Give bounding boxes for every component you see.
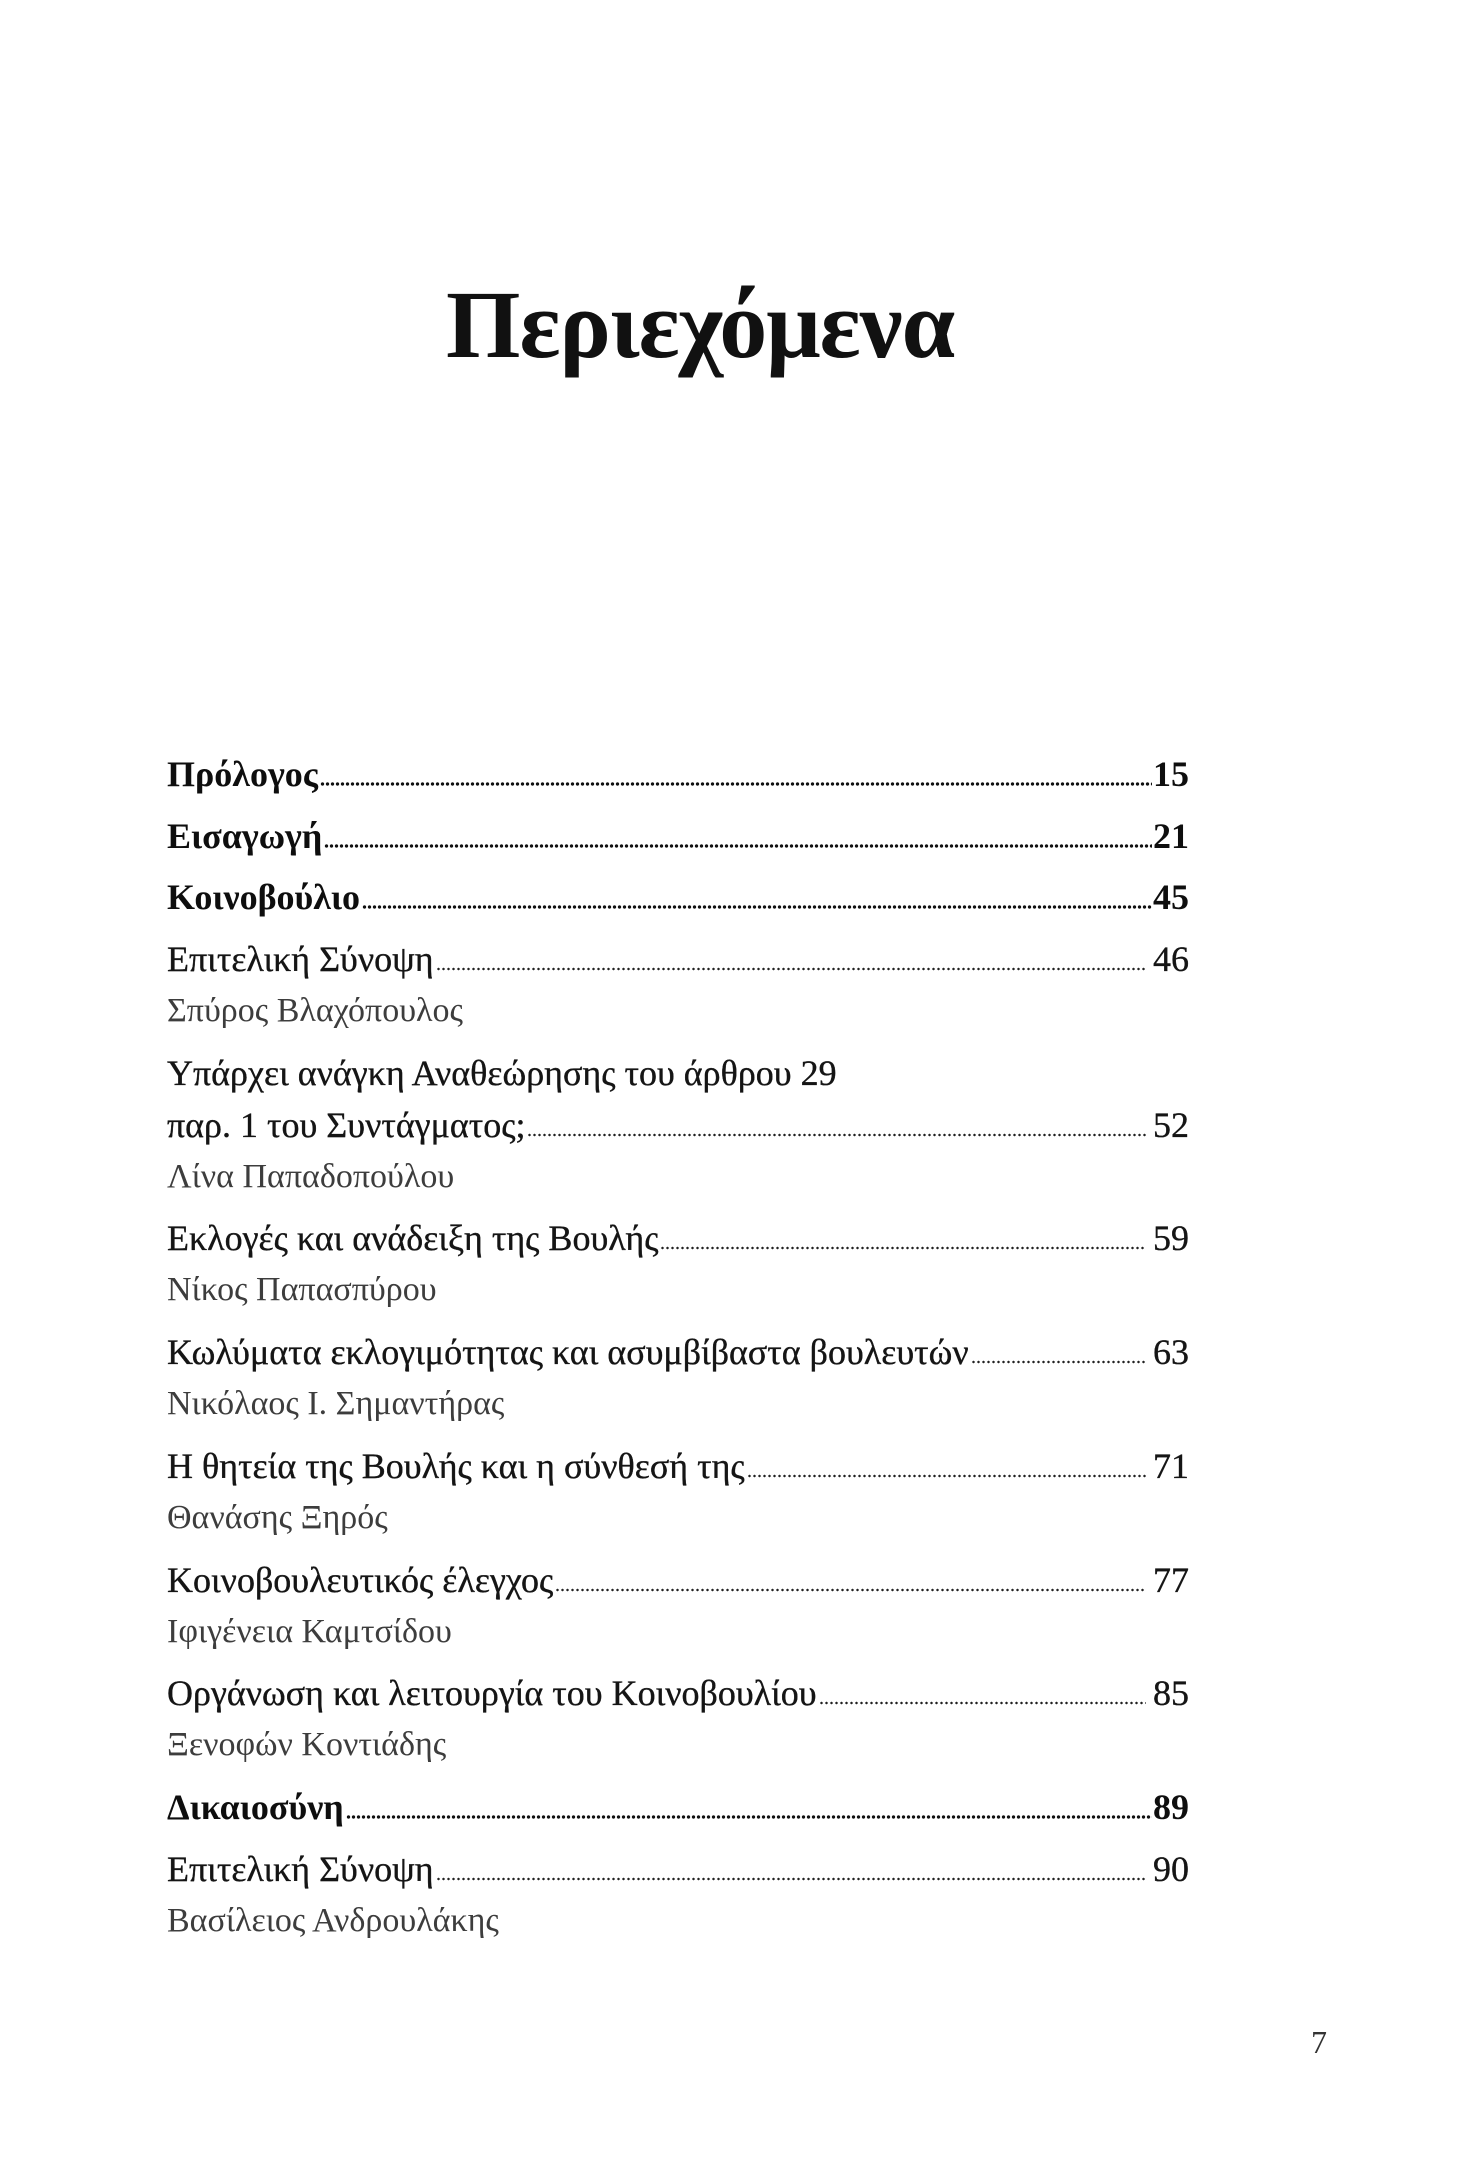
entry-title: Δικαιοσύνη <box>167 1786 344 1827</box>
toc-entry-row <box>167 1099 1189 1151</box>
entry-title: Πρόλογος <box>167 754 318 794</box>
toc-entry-row <box>167 1667 1189 1719</box>
dot-leader <box>346 1815 1152 1819</box>
entry-page-number: 45 <box>1153 877 1189 918</box>
entry-title: Επιτελική Σύνοψη <box>167 1848 434 1889</box>
entry-page-number: 46 <box>1153 939 1189 980</box>
entry-author: Σπύρος Βλαχόπουλος <box>167 992 463 1030</box>
dot-leader <box>362 905 1152 909</box>
entry-author: Ιφιγένεια Καμτσίδου <box>167 1612 452 1650</box>
entry-title: Εισαγωγή <box>167 815 323 856</box>
toc-entry <box>167 748 1189 800</box>
entry-title-line: Υπάρχει ανάγκη Αναθεώρησης του άρθρου 29 <box>167 1052 837 1093</box>
entry-page-number: 21 <box>1153 815 1189 856</box>
toc-entry-row <box>167 810 1189 862</box>
toc-entry-row <box>167 933 1189 985</box>
toc-entry-row <box>167 1326 1189 1378</box>
entry-page-number: 59 <box>1153 1218 1189 1259</box>
toc-entry-row <box>167 871 1189 923</box>
dot-leader <box>747 1474 1146 1478</box>
page-number: 7 <box>1311 2024 1327 2060</box>
entry-author: Νίκος Παπασπύρου <box>167 1271 437 1309</box>
dot-leader <box>527 1133 1146 1137</box>
entry-title: Κωλύματα εκλογιμότητας και ασυμβίβαστα βουλευτών <box>167 1332 969 1373</box>
dot-leader <box>971 1360 1146 1364</box>
toc-entry <box>167 810 1189 862</box>
toc-entry-row <box>167 1554 1189 1606</box>
toc-entry <box>167 1212 1189 1316</box>
dot-leader <box>555 1588 1146 1592</box>
entry-page-number: 63 <box>1153 1332 1189 1373</box>
toc-entry-row <box>167 1440 1189 1492</box>
toc-entry <box>167 871 1189 923</box>
entry-title: Επιτελική Σύνοψη <box>167 939 434 980</box>
toc-entry <box>167 1440 1189 1544</box>
toc-entry <box>167 933 1189 1037</box>
entry-title: Κοινοβούλιο <box>167 877 361 918</box>
entry-title: Οργάνωση και λειτουργία του Κοινοβουλίου <box>167 1673 817 1714</box>
table-of-contents <box>167 748 1189 1956</box>
toc-entry <box>167 1326 1189 1430</box>
entry-page-number: 89 <box>1153 1786 1189 1827</box>
toc-entry <box>167 1843 1189 1947</box>
toc-entry-row <box>167 1781 1189 1833</box>
toc-entry-row <box>167 1212 1189 1264</box>
entry-title: Η θητεία της Βουλής και η σύνθεσή της <box>167 1445 745 1486</box>
entry-author: Ξενοφών Κοντιάδης <box>167 1726 447 1764</box>
entry-author: Λίνα Παπαδοπούλου <box>167 1157 455 1195</box>
entry-title: παρ. 1 του Συντάγματος; <box>167 1104 526 1145</box>
page-title: Περιεχόμενα <box>445 271 955 378</box>
entry-author: Θανάσης Ξηρός <box>167 1498 388 1536</box>
entry-title: Κοινοβουλευτικός έλεγχος <box>167 1559 554 1600</box>
toc-entry-row <box>167 1843 1189 1895</box>
dot-leader <box>436 967 1146 971</box>
toc-entry-row <box>167 748 1189 800</box>
toc-entry <box>167 1047 1189 1203</box>
toc-entry <box>167 1554 1189 1658</box>
dot-leader <box>660 1246 1146 1250</box>
dot-leader <box>324 844 1152 848</box>
dot-leader <box>320 782 1152 786</box>
entry-title: Εκλογές και ανάδειξη της Βουλής <box>167 1218 659 1259</box>
entry-page-number: 77 <box>1153 1559 1189 1600</box>
entry-page-number: 52 <box>1153 1104 1189 1145</box>
entry-page-number: 90 <box>1153 1848 1189 1889</box>
entry-page-number: 85 <box>1153 1673 1189 1714</box>
entry-page-number: 71 <box>1153 1445 1189 1486</box>
entry-page-number: 15 <box>1153 754 1189 794</box>
dot-leader <box>819 1701 1146 1705</box>
entry-author: Βασίλειος Ανδρουλάκης <box>167 1901 499 1939</box>
entry-author: Νικόλαος Ι. Σημαντήρας <box>167 1385 505 1423</box>
dot-leader <box>436 1877 1146 1881</box>
toc-entry <box>167 1667 1189 1771</box>
toc-entry <box>167 1781 1189 1833</box>
